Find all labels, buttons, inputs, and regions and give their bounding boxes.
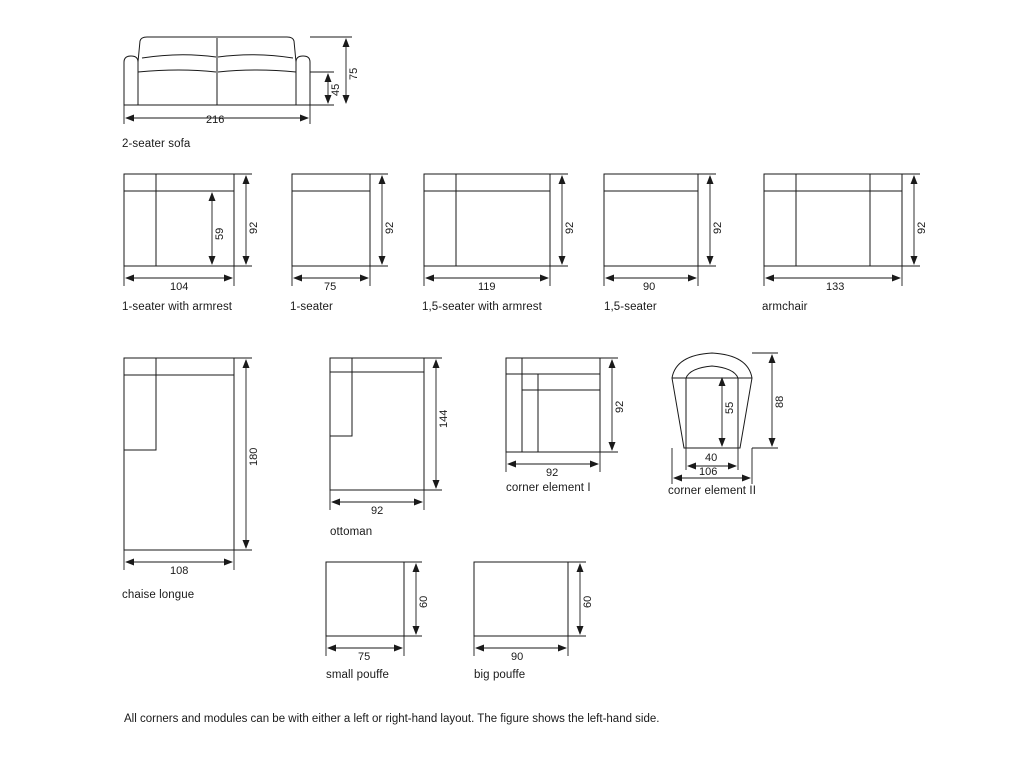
dim-small-pouffe-depth: 60 (418, 595, 430, 608)
label-small-pouffe: small pouffe (326, 669, 389, 681)
dim-big-pouffe-width: 90 (511, 651, 524, 663)
dim-15-seater-armrest-depth: 92 (564, 221, 576, 234)
dim-corner-ii-inner-width: 40 (705, 452, 718, 464)
dim-15-seater-depth: 92 (712, 221, 724, 234)
dim-big-pouffe-depth: 60 (582, 595, 594, 608)
dim-2-seater-sofa-width: 216 (206, 114, 225, 126)
dim-1-seater-armrest-inner-depth: 59 (214, 227, 226, 240)
label-15-seater-with-armrest: 1,5-seater with armrest (422, 301, 542, 313)
dim-corner-i-width: 92 (546, 467, 559, 479)
dim-ottoman-width: 92 (371, 505, 384, 517)
dim-corner-ii-depth: 88 (774, 395, 786, 408)
label-armchair: armchair (762, 301, 808, 313)
dim-small-pouffe-width: 75 (358, 651, 371, 663)
label-chaise-longue: chaise longue (122, 589, 195, 601)
label-2-seater-sofa: 2-seater sofa (122, 138, 191, 150)
dim-2-seater-sofa-seat-height: 45 (330, 83, 342, 96)
label-15-seater: 1,5-seater (604, 301, 657, 313)
dim-armchair-depth: 92 (916, 221, 928, 234)
dim-ottoman-depth: 144 (438, 409, 450, 428)
dim-chaise-longue-depth: 180 (248, 447, 260, 466)
dim-15-seater-armrest-width: 119 (478, 281, 496, 293)
label-1-seater: 1-seater (290, 301, 333, 313)
dim-2-seater-sofa-height: 75 (348, 67, 360, 80)
footnote: All corners and modules can be with either a left or right-hand layout. The figure shows the left-hand side. (124, 713, 660, 725)
label-corner-element-ii: corner element II (668, 485, 756, 497)
dim-chaise-longue-width: 108 (170, 565, 189, 577)
label-ottoman: ottoman (330, 526, 373, 538)
dim-1-seater-armrest-width: 104 (170, 281, 189, 293)
dim-15-seater-width: 90 (643, 281, 656, 293)
dim-1-seater-depth: 92 (384, 221, 396, 234)
label-big-pouffe: big pouffe (474, 669, 526, 681)
dim-corner-ii-width: 106 (699, 466, 718, 478)
label-corner-element-i: corner element I (506, 482, 591, 494)
dim-corner-ii-inner-depth: 55 (724, 401, 736, 414)
dim-corner-i-depth: 92 (614, 400, 626, 413)
label-1-seater-with-armrest: 1-seater with armrest (122, 301, 233, 313)
dim-1-seater-width: 75 (324, 281, 337, 293)
dim-armchair-width: 133 (826, 281, 845, 293)
dim-1-seater-armrest-depth: 92 (248, 221, 260, 234)
